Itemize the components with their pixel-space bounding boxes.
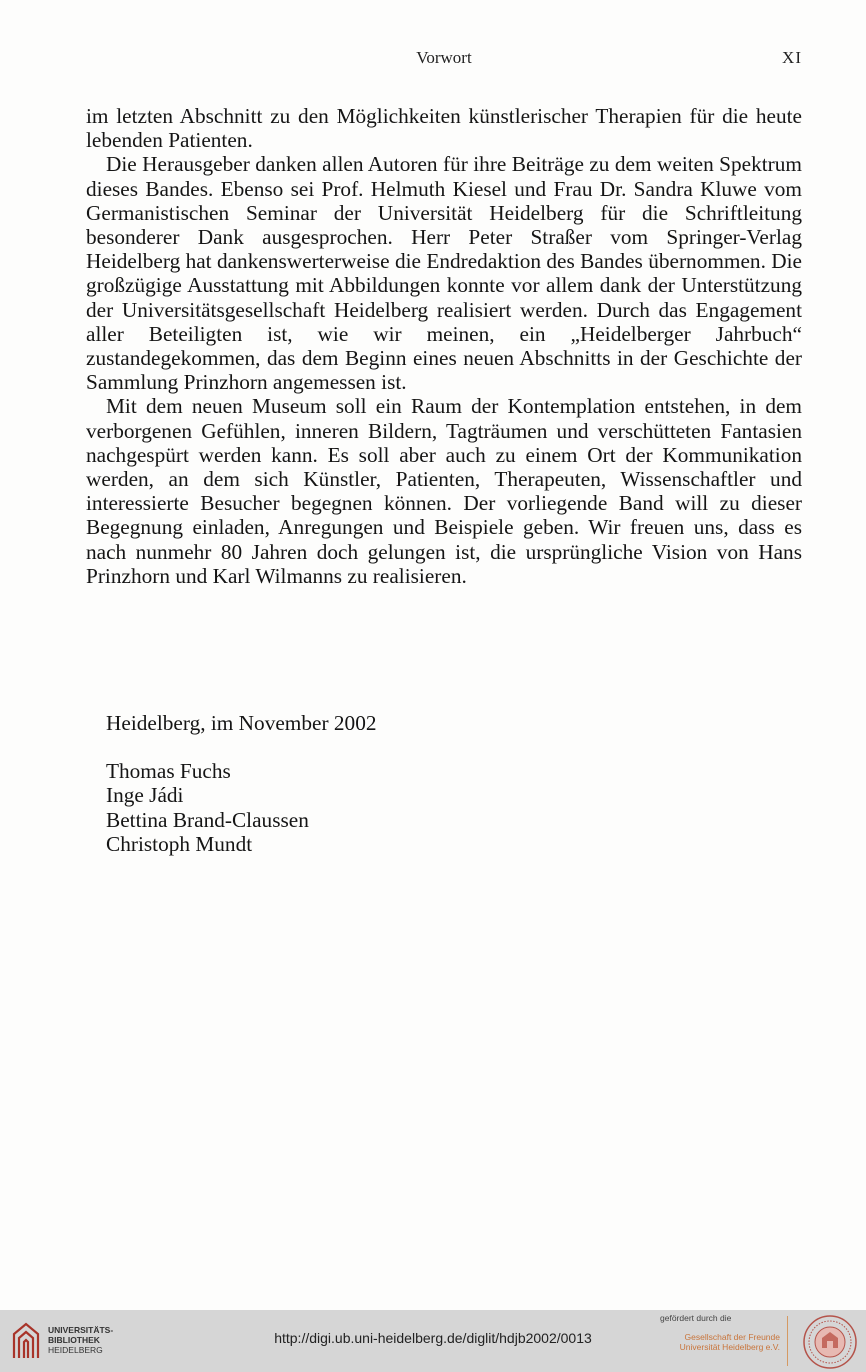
closing-signature xyxy=(106,711,377,856)
sponsor-org-line: Universität Heidelberg e.V. xyxy=(679,1342,780,1352)
paragraph-3: Mit dem neuen Museum soll ein Raum der Kontemplation entstehen, in dem verborgenen Gefühlen, inneren Bildern, Tagträumen und verschütteten Fantasien nachgespürt werden kann. Es soll aber auch zu einem Ort der Kommunikation werden, an dem sich Künstler, Patienten, Therapeuten, Wissenschaftler und interessierte Besucher begegnen können. Der vorliegende Band will zu dieser Begegnung einladen, Anregungen und Beispiele geben. Wir freuen uns, dass es nach nunmehr 80 Jahren doch gelungen ist, die ursprüngliche Vision von Hans Prinzhorn und Karl Wilmanns zu realisieren. xyxy=(86,394,802,588)
running-head xyxy=(86,46,802,72)
library-name-line: UNIVERSITÄTS- xyxy=(48,1325,114,1335)
author-name: Bettina Brand-Claussen xyxy=(106,807,309,832)
library-name-line: HEIDELBERG xyxy=(48,1345,103,1355)
sponsor-label: gefördert durch die xyxy=(660,1313,732,1323)
page-number: XI xyxy=(782,48,802,67)
paragraph-2: Die Herausgeber danken allen Autoren für ihre Beiträge zu dem weiten Spektrum dieses Bandes. Ebenso sei Prof. Helmuth Kiesel und Frau Dr. Sandra Kluwe vom Germanistischen Seminar der Universität Heidelberg für die Schriftleitung besonderer Dank ausgesprochen. Herr Peter Straßer vom Springer-Verlag Heidelberg hat dankenswerterweise die Endredaktion des Bandes übernommen. Die großzügige Ausstattung mit Abbildungen konnte vor allem dank der Unterstützung der Universitätsgesellschaft Heidelberg realisiert werden. Durch das Engagement aller Beteiligten ist, wie wir meinen, ein „Heidelberger Jahrbuch“ zustandegekommen, das dem Beginn eines neuen Abschnitts in der Geschichte der Sammlung Prinzhorn angemessen ist. xyxy=(86,152,802,395)
footer-bar xyxy=(0,1310,866,1372)
author-name: Inge Jádi xyxy=(106,783,184,808)
place-date: Heidelberg, im November 2002 xyxy=(106,711,377,735)
sponsor-block[interactable] xyxy=(660,1313,780,1353)
running-title: Vorwort xyxy=(416,48,472,67)
author-name: Christoph Mundt xyxy=(106,831,253,856)
university-seal-icon xyxy=(802,1314,858,1370)
author-name: Thomas Fuchs xyxy=(106,759,231,784)
body-text xyxy=(86,104,802,588)
library-name-line: BIBLIOTHEK xyxy=(48,1335,100,1345)
sponsor-divider xyxy=(787,1316,788,1366)
paragraph-1: im letzten Abschnitt zu den Möglichkeiten künstlerischer Therapien für die heute lebenden Patienten. xyxy=(86,104,802,153)
sponsor-org-line: Gesellschaft der Freunde xyxy=(684,1331,780,1342)
permalink-url[interactable]: http://digi.ub.uni-heidelberg.de/diglit/hdjb2002/0013 xyxy=(274,1330,592,1346)
